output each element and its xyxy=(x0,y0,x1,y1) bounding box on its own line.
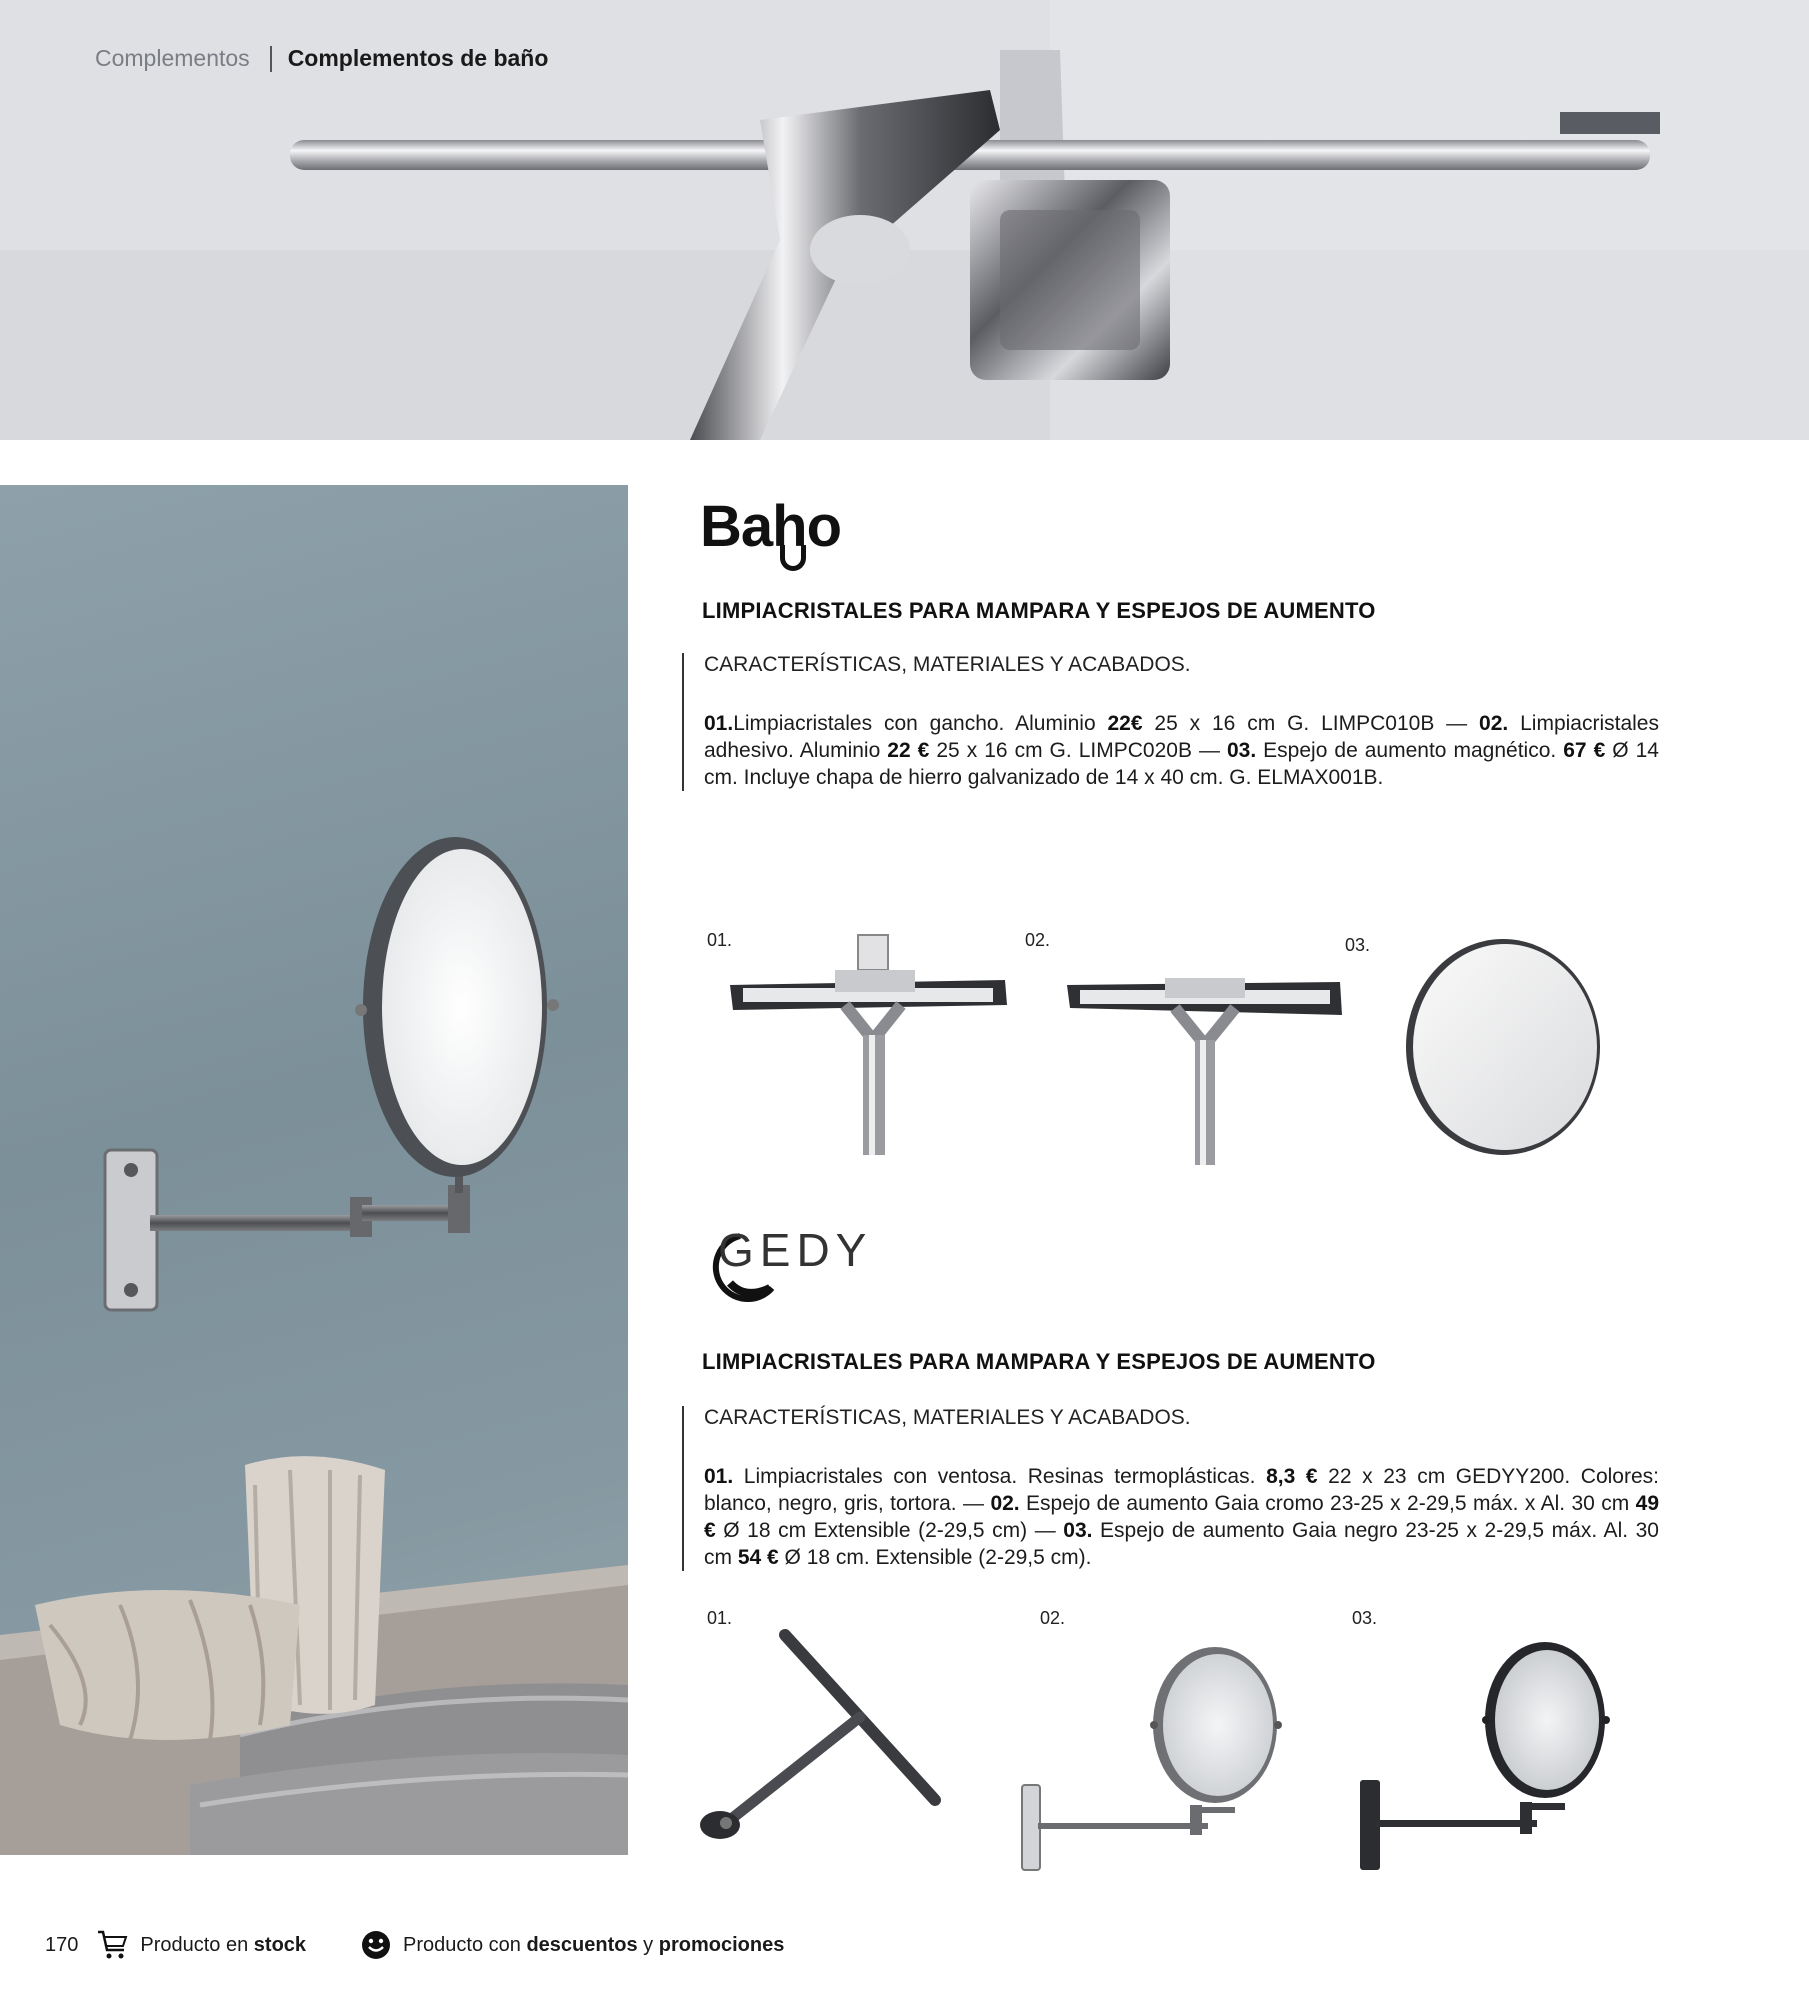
product-label: 01. xyxy=(707,1608,733,1628)
header-photo xyxy=(0,0,1809,440)
item-price: 22 € xyxy=(887,739,930,762)
item-text: Limpiacristales con gancho. Aluminio xyxy=(733,712,1108,735)
promo-legend-bold2: promociones xyxy=(658,1933,785,1956)
breadcrumb xyxy=(95,45,548,72)
promo-legend xyxy=(361,1930,784,1960)
section1-items xyxy=(704,710,1659,791)
smile-icon xyxy=(780,545,806,571)
breadcrumb-item-current: Complementos de baño xyxy=(287,45,549,71)
section1-heading: CARACTERÍSTICAS, MATERIALES Y ACABADOS. xyxy=(704,653,1191,676)
item-text: Limpiacristales con ventosa. Resinas termoplásticas. xyxy=(733,1465,1267,1488)
item-text: Limpiacristales adhesivo. Aluminio xyxy=(704,712,1659,762)
mirror-scene xyxy=(0,485,628,1855)
gaia-chrome-mirror-image[interactable] xyxy=(1010,1635,1290,1875)
item-text: Espejo de aumento Gaia negro 23-25 x 2-29,5 máx. Al. 30 cm xyxy=(704,1519,1659,1569)
suction-squeegee-image[interactable] xyxy=(690,1625,950,1845)
item-number: 01. xyxy=(704,1465,734,1488)
stock-legend-text: Producto en xyxy=(140,1933,254,1956)
promo-legend-mid: y xyxy=(637,1933,659,1956)
product-label: 02. xyxy=(1025,930,1051,950)
section2-heading: CARACTERÍSTICAS, MATERIALES Y ACABADOS. xyxy=(704,1406,1191,1429)
page-number: 170 xyxy=(45,1933,79,1956)
magnetic-mirror-image[interactable] xyxy=(1400,935,1605,1160)
footer xyxy=(45,1928,839,1962)
item-text: Espejo de aumento Gaia cromo 23-25 x 2-29,5 máx. x Al. 30 cm xyxy=(1019,1492,1636,1515)
section1-title: LIMPIACRISTALES PARA MAMPARA Y ESPEJOS DE AUMENTO xyxy=(702,598,1376,623)
baho-logo-text: Baho xyxy=(700,494,841,559)
product-label: 01. xyxy=(707,930,733,950)
item-number: 02. xyxy=(990,1492,1020,1515)
product-label: 03. xyxy=(1352,1608,1378,1628)
squeegee-hook-image[interactable] xyxy=(725,930,1015,1160)
item-detail: Ø 18 cm Extensible (2-29,5 cm) — xyxy=(715,1519,1064,1542)
item-detail: 22 x 23 cm GEDYY200. Colores: blanco, negro, gris, tortora. — xyxy=(704,1465,1659,1515)
item-price: 8,3 € xyxy=(1266,1465,1318,1488)
item-detail: Ø 18 cm. Extensible (2-29,5 cm). xyxy=(778,1546,1092,1569)
product-label: 03. xyxy=(1345,935,1371,955)
promo-legend-text: Producto con xyxy=(403,1933,527,1956)
section2-items xyxy=(704,1463,1659,1571)
squeegee-adhesive-image[interactable] xyxy=(1065,960,1345,1170)
item-price: 22€ xyxy=(1107,712,1143,735)
item-number: 01. xyxy=(704,712,734,735)
item-detail: 25 x 16 cm G. LIMPC010B — xyxy=(1142,712,1480,735)
smiley-icon xyxy=(361,1930,391,1960)
item-detail: 25 x 16 cm G. LIMPC020B — xyxy=(929,739,1227,762)
gedy-logo xyxy=(700,1228,900,1308)
item-price: 67 € xyxy=(1563,739,1606,762)
item-number: 03. xyxy=(1063,1519,1093,1542)
baho-logo xyxy=(700,493,841,560)
item-price: 54 € xyxy=(737,1546,779,1569)
breadcrumb-item-complementos[interactable]: Complementos xyxy=(95,45,250,71)
stock-legend xyxy=(96,1928,306,1962)
cart-icon xyxy=(96,1928,130,1962)
item-text: Espejo de aumento magnético. xyxy=(1256,739,1564,762)
item-detail: Ø 14 cm. Incluye chapa de hierro galvanizado de 14 x 40 cm. G. ELMAX001B. xyxy=(704,739,1659,789)
section1-description xyxy=(682,653,1659,791)
promo-legend-bold1: descuentos xyxy=(526,1933,638,1956)
item-price: 49 € xyxy=(704,1492,1660,1542)
gedy-logo-text: GEDY xyxy=(718,1228,873,1276)
item-number: 02. xyxy=(1479,712,1509,735)
breadcrumb-separator xyxy=(270,46,272,72)
item-number: 03. xyxy=(1226,739,1257,762)
section2-title: LIMPIACRISTALES PARA MAMPARA Y ESPEJOS DE AUMENTO xyxy=(702,1349,1376,1374)
product-label: 02. xyxy=(1040,1608,1066,1628)
gaia-black-mirror-image[interactable] xyxy=(1355,1630,1625,1875)
stock-legend-bold: stock xyxy=(253,1933,307,1956)
section2-description xyxy=(682,1406,1659,1571)
mirror-lifestyle-photo xyxy=(0,485,628,1855)
